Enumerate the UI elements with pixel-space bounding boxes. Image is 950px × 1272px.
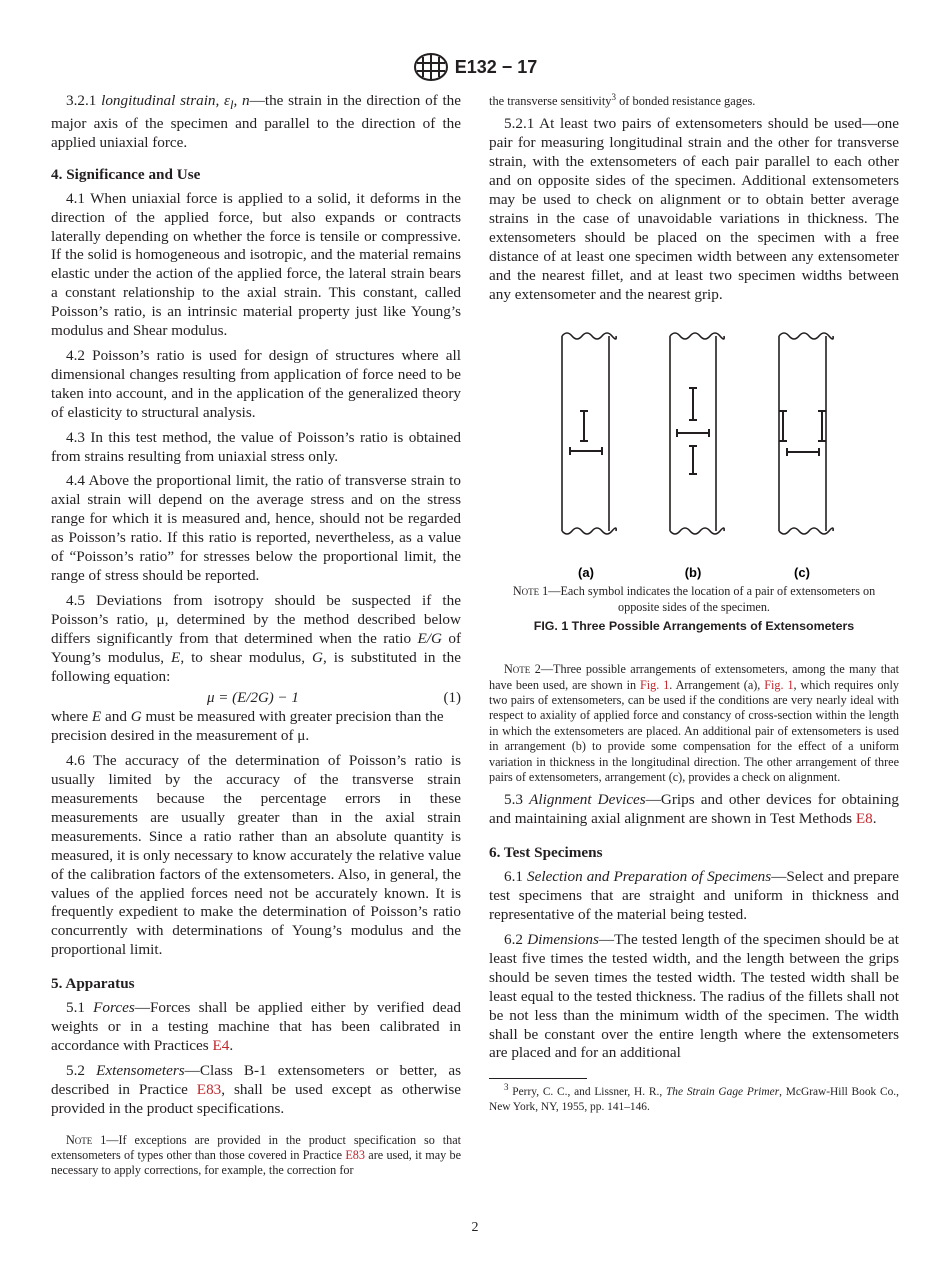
paragraph-5-2-1: 5.2.1 At least two pairs of extensometers should be used—one pair for measuring longitudinal strain and the other for transverse strain, with the extensometers of each pair parallel to each other and on opposite sides of the specimen. Additional extensometers may be used to check on alignment or to obtain better average strains in the case of unavoidable variations in thickness. The extensometers should be placed on the specimen with a free distance of at least one specimen width between any extensometer and the nearest fillet, and at least two specimen widths between any extensometer and the nearest grip. [489, 115, 899, 303]
equation-1 [51, 690, 461, 708]
equation-number: (1) [443, 690, 461, 707]
figure-note: Note 1—Each symbol indicates the location of a pair of extensometers on opposite sides of the specimen. [512, 584, 876, 614]
extensometer-c-trans [787, 448, 819, 456]
section-3-2-1: 3.2.1 longitudinal strain, $\varepsilon_l$, n—the strain in the direction of the major axis of the specimen and parallel to the direction of the applied uniaxial force. [51, 92, 461, 151]
paragraph-6-2: 6.2 Dimensions—The tested length of the specimen should be at least five times the tested width, and the length between the grips should be seven times the tested width. The tested width shall be least equal to the tested thickness. The radius of the fillets shall not be not less than the minimum width of the specimen. The width shall be constant over the entire length where the extensometers are placed and for an additional [489, 930, 900, 1062]
paragraph-5-2: 5.2 Extensometers—Class B-1 extensometers or better, as described in Practice E83, shall be used except as otherwise provided in the product specifications. [51, 1061, 461, 1117]
paragraph-4-6: 4.6 The accuracy of the determination of Poisson’s ratio is usually limited by the accuracy of the transverse strain measurements because the percentage errors in these measurements are usually greater than in the axial strain measurements. Since a ratio rather than an absolute quantity is measured, it is only necessary to know accurately the relative value of the calibration factors of the extensometers. Also, in general, the values of the applied forces need not be accurately known. It is frequently expedient to make the determination of Poisson’s ratio concurrently with determinations of Young’s modulus and the proportional limit. [51, 752, 461, 959]
note-2: Note 2—Three possible arrangements of extensometers, among the many that have been used, are shown in Fig. 1. Arrangement (a), Fig. 1, which requires only two pairs of extensometers, can be used if the conditions are very nearly ideal with respect to axiality of applied force and constancy of cross-section within the length in which the extensometers are placed. An additional pair of extensometers is used in arrangement (b) to provide some compensation for the effect of a uniform variation in thickness in the longitudinal direction. The other arrangement of three pairs of extensometers, arrangement (c), provides a check on alignment. [489, 662, 899, 785]
left-column [51, 92, 461, 1185]
specimen-a [562, 333, 616, 534]
link-e83[interactable]: E83 [196, 1080, 222, 1098]
section-4-heading: 4. Significance and Use [51, 165, 201, 183]
page-header [0, 52, 950, 82]
figure-label-c: (c) [794, 565, 810, 581]
extensometer-b-long-top [689, 388, 697, 420]
extensometer-a-trans [570, 447, 602, 455]
paragraph-5-1: 5.1 Forces—Forces shall be applied either by verified dead weights or in a testing machine that has been calibrated in accordance with Practices E4. [51, 999, 461, 1054]
paragraph-4-5: 4.5 Deviations from isotropy should be suspected if the Poisson’s ratio, μ, determined by the method described below differs significantly from that determined when the ratio E/G of Young’s modulus, E, to shear modulus, G, is substituted in the following equation: [51, 591, 461, 685]
link-e8[interactable]: E8 [855, 810, 873, 828]
right-column [489, 91, 900, 1115]
paragraph-4-3: 4.3 In this test method, the value of Poisson’s ratio is obtained from strains resulting from uniaxial stress only. [51, 428, 461, 465]
footnote-rule [489, 1078, 587, 1079]
equation-formula: μ = (E/2G) − 1 [207, 690, 299, 707]
extensometer-a-long [580, 411, 588, 441]
figure-1 [489, 326, 899, 581]
paragraph-4-1: 4.1 When uniaxial force is applied to a solid, it deforms in the direction of the applied force, but also expands or contracts laterally depending on whether the force is tensile or compressive. If the solid is homogeneous and isotropic, and the material remains elastic under the action of the applied force, the lateral strain bears a constant relationship to the axial strain. This constant, called Poisson’s ratio, is an intrinsic material property just like Young’s modulus and Shear modulus. [51, 189, 461, 340]
figure-label-b: (b) [684, 565, 702, 581]
paragraph-4-2: 4.2 Poisson’s ratio is used for design of structures where all dimensional changes resulting from application of force need to be taken into account, and in the application of the generalized theory of elasticity to structural analysis. [51, 347, 461, 421]
link-fig-1-b[interactable]: Fig. 1 [764, 677, 794, 692]
document-id: E132 − 17 [454, 56, 538, 77]
figure-label-a: (a) [578, 565, 594, 581]
note-1: Note 1—If exceptions are provided in the product specification so that extensometers of types other than those covered in Practice E83 are used, it may be necessary to apply corrections, for example, the correction for [51, 1132, 462, 1178]
section-6-heading: 6. Test Specimens [489, 844, 603, 862]
figure-1-drawing [489, 326, 899, 586]
extensometer-b-long-bottom [689, 446, 697, 474]
specimen-c [779, 333, 833, 534]
link-e4[interactable]: E4 [212, 1037, 230, 1054]
extensometer-b-trans [677, 429, 709, 437]
page-number: 2 [471, 1220, 479, 1235]
link-fig-1[interactable]: Fig. 1 [639, 677, 670, 692]
paragraph-5-3: 5.3 Alignment Devices—Grips and other devices for obtaining and maintaining axial alignment are shown in Test Methods E8. [489, 791, 899, 828]
note-1-continued: the transverse sensitivity$^3$ of bonded resistance gages. [489, 91, 756, 108]
paragraph-6-1: 6.1 Selection and Preparation of Specimens—Select and prepare test specimens that are straight and uniform in thickness and representative of the material being tested. [489, 868, 899, 924]
footnote-3: $^3$ Perry, C. C., and Lissner, H. R., The Strain Gage Primer, McGraw-Hill Book Co., New York, NY, 1955, pp. 141–146. [489, 1082, 899, 1114]
astm-logo [413, 52, 449, 82]
paragraph-4-4: 4.4 Above the proportional limit, the ratio of transverse strain to axial strain will depend on the average stress and on the stress range for which it is measured and, hence, should not be regarded as Poisson’s ratio. If this ratio is reported, nevertheless, as a value of “Poisson’s ratio” for stresses below the proportional limit, the range of stress should be reported. [51, 472, 461, 584]
figure-title: FIG. 1 Three Possible Arrangements of Extensometers [533, 619, 855, 634]
link-e83-note[interactable]: E83 [345, 1148, 365, 1163]
equation-where: where E and G must be measured with greater precision than the precision desired in the measurement of μ. [51, 708, 444, 745]
section-5-heading: 5. Apparatus [51, 975, 135, 993]
extensometer-c-long-left [779, 411, 787, 441]
extensometer-c-long-right [818, 411, 826, 441]
